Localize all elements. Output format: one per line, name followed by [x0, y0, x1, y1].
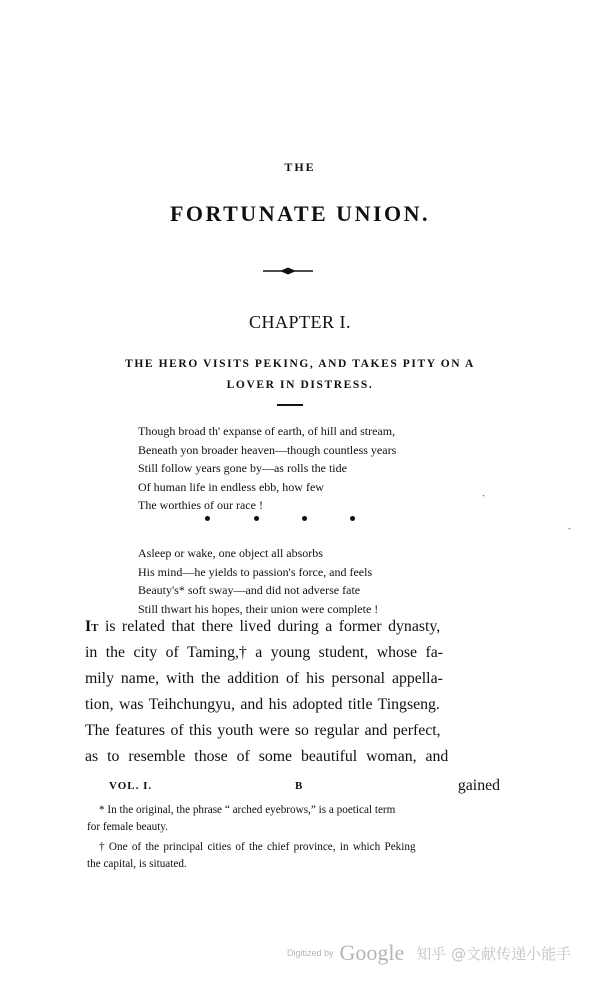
header-the: THE — [284, 160, 316, 174]
source-credit: 知乎 @文献传递小能手 — [416, 944, 572, 963]
poem-stanza-2 — [138, 544, 468, 618]
poem-line: Still follow years gone by—as rolls the tide — [138, 461, 347, 475]
poem-line: The worthies of our race ! — [138, 498, 263, 512]
paragraph-line — [85, 718, 500, 744]
book-title: FORTUNATE UNION. — [169, 201, 431, 226]
signature-mark: B — [295, 780, 303, 792]
chapter-heading: CHAPTER I. — [248, 312, 351, 332]
digitized-by-label: Digitized by — [287, 948, 334, 958]
footnote-line: the capital, is situated. — [87, 858, 187, 870]
poem-stanza-1 — [138, 422, 468, 515]
footnote-line: * In the original, the phrase “ arched eyebrows,” is a poetical term — [99, 804, 396, 816]
dot-icon — [302, 516, 307, 521]
poem-line: Beneath yon broader heaven—though countless years — [138, 442, 397, 457]
footnote-1 — [87, 802, 499, 836]
chapter-subtitle — [0, 354, 600, 396]
body-paragraph — [85, 614, 500, 770]
footnote-line: for female beauty. — [87, 821, 168, 833]
page-footer — [85, 777, 500, 799]
digitization-watermark — [287, 938, 571, 968]
short-rule — [277, 404, 303, 406]
poem-line: His mind—he yields to passion's force, and feels — [138, 564, 373, 579]
subtitle-line: THE HERO VISITS PEKING, AND TAKES PITY ON A — [125, 358, 475, 370]
dot-icon — [254, 516, 259, 521]
dot-icon — [205, 516, 210, 521]
paragraph-line-text: tion, was Teihchungyu, and his adopted title Tingseng. — [85, 696, 440, 713]
volume-label: VOL. I. — [109, 780, 153, 792]
paragraph-line-text: The features of this youth were so regular and perfect, — [85, 722, 441, 739]
paragraph-line-text: in the city of Taming,† a young student, whose fa- — [85, 644, 444, 661]
stanza-break-dots — [205, 511, 365, 527]
footnote-line: † One of the principal cities of the chief province, in which Peking — [99, 841, 416, 853]
lead-word: It — [85, 618, 99, 635]
poem-line: Though broad th' expanse of earth, of hill and stream, — [138, 424, 396, 438]
paragraph-line — [85, 692, 500, 718]
paragraph-line — [85, 744, 500, 770]
subtitle-line: LOVER IN DISTRESS. — [226, 379, 374, 391]
catchword: gained — [457, 777, 500, 794]
stray-mark: ˎ — [482, 486, 486, 497]
poem-line: Asleep or wake, one object all absorbs — [138, 546, 323, 560]
google-logo-text: Google — [339, 940, 405, 965]
ornament-divider-icon — [263, 265, 313, 277]
paragraph-line-text: mily name, with the addition of his personal appella- — [85, 670, 443, 687]
dot-icon — [350, 516, 355, 521]
paragraph-line-text: as to resemble those of some beautiful woman, and — [85, 748, 449, 765]
poem-line: Still thwart his hopes, their union were complete ! — [138, 601, 379, 616]
paragraph-line-text: is related that there lived during a former dynasty, — [98, 618, 441, 635]
poem-line: Beauty's* soft sway—and did not adverse fate — [138, 583, 361, 597]
paragraph-line — [85, 614, 500, 640]
paragraph-line — [85, 640, 500, 666]
footnote-2 — [87, 839, 499, 873]
stray-mark: ˎ — [563, 519, 572, 532]
paragraph-line — [85, 666, 500, 692]
poem-line: Of human life in endless ebb, how few — [138, 479, 324, 494]
